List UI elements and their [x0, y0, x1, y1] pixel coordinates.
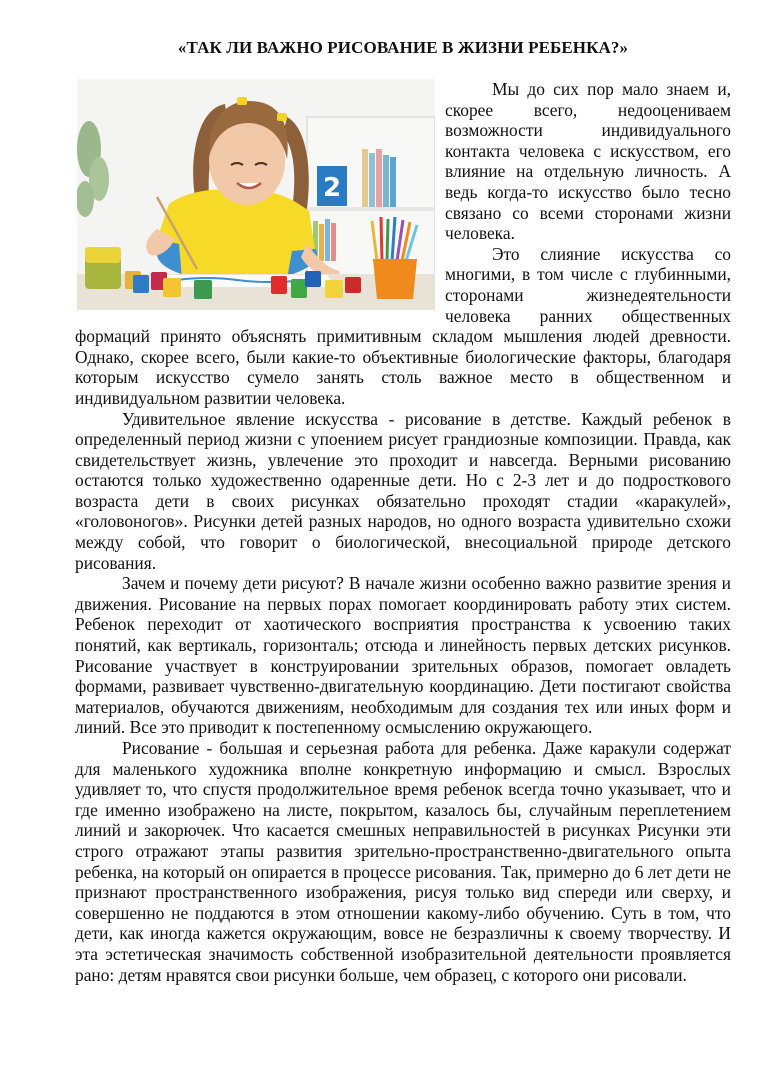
document-page	[75, 36, 731, 985]
paragraph: Зачем и почему дети рисуют? В начале жизни особенно важно развитие зрения и движения. Рисование на первых порах помогает координировать работу этих систем. Ребенок переходит от хаотического восприятия пространства к усвоению таких понятий, как вертикаль, горизонталь; отсюда и линейность первых детских рисунков. Рисование участвует в конструировании зрительных образов, помогает овладеть формами, развивает чувственно-двигательную координацию. Дети постигают свойства материалов, обучаются движениям, необходимым для создания тех или иных форм и линий. Все это приводит к постепенному осмыслению окружающего.	[75, 573, 731, 738]
number-block-digit: 2	[322, 173, 342, 203]
illustration-picture	[77, 79, 435, 310]
paragraph: Это слияние искусства со многими, в том числе с глубинными, сторонами жизнедеятельности человека ранних общественных формаций принято объяснять примитивным складом мышления людей древности. Однако, скорее всего, были какие-то объективные биологические факторы, благодаря которым искусство сумело занять столь важное место в общественном и индивидуальном развитии человека.	[75, 243, 731, 408]
document-body	[75, 79, 731, 985]
bookshelf	[307, 117, 435, 277]
document-title: «ТАК ЛИ ВАЖНО РИСОВАНИЕ В ЖИЗНИ РЕБЕНКА?»	[177, 38, 629, 57]
paragraph: Мы до сих пор мало знаем и, скорее всего, недооцениваем возможности индивидуального контакта человека с искусством, его влияние на отдельную личность. А ведь когда-то искусство было тесно связано со всеми сторонами жизни человека.	[445, 79, 731, 244]
paragraph: Рисование - большая и серьезная работа для ребенка. Даже каракули содержат для маленького художника вполне конкретную информацию и смысл. Взрослых удивляет то, что спустя продолжительное время ребенок всегда точно указывает, что и где именно изображено на листе, покрытом, казалось бы, случайным переплетением линий и закорючек. Что касается смешных неправильностей в рисунках Рисунки эти строго отражают этапы развития зрительно-пространственно-двигательного опыта ребенка, на который он опирается в процессе рисования. Так, примерно до 6 лет дети не признают пространственного изображения, рисуя только вид спереди или сверху, и совершенно не поддаются в этом отношении какому-либо обучению. Суть в том, что дети, как иногда кажется окружающим, вовсе не безразличны к своему творчеству. И эта эстетическая значимость собственной изобразительной деятельности проявляется рано: детям нравятся свои рисунки больше, чем образец, с которого они рисовали.	[75, 738, 731, 985]
paragraph: Удивительное явление искусства - рисование в детстве. Каждый ребенок в определенный период жизни с упоением рисует грандиозные композиции. Правда, как свидетельствует жизнь, увлечение это проходит и навсегда. Верными рисованию остаются только художественно одаренные дети. Но с 2-3 лет и до подросткового возраста дети в своих рисунках обязательно проходят стадии «каракулей», «головоногов». Рисунки детей разных народов, но одного возраста удивительно схожи между собой, что говорит о биологической, внесоциальной природе детского рисования.	[75, 408, 731, 573]
illustration-girl-painting	[77, 79, 435, 310]
